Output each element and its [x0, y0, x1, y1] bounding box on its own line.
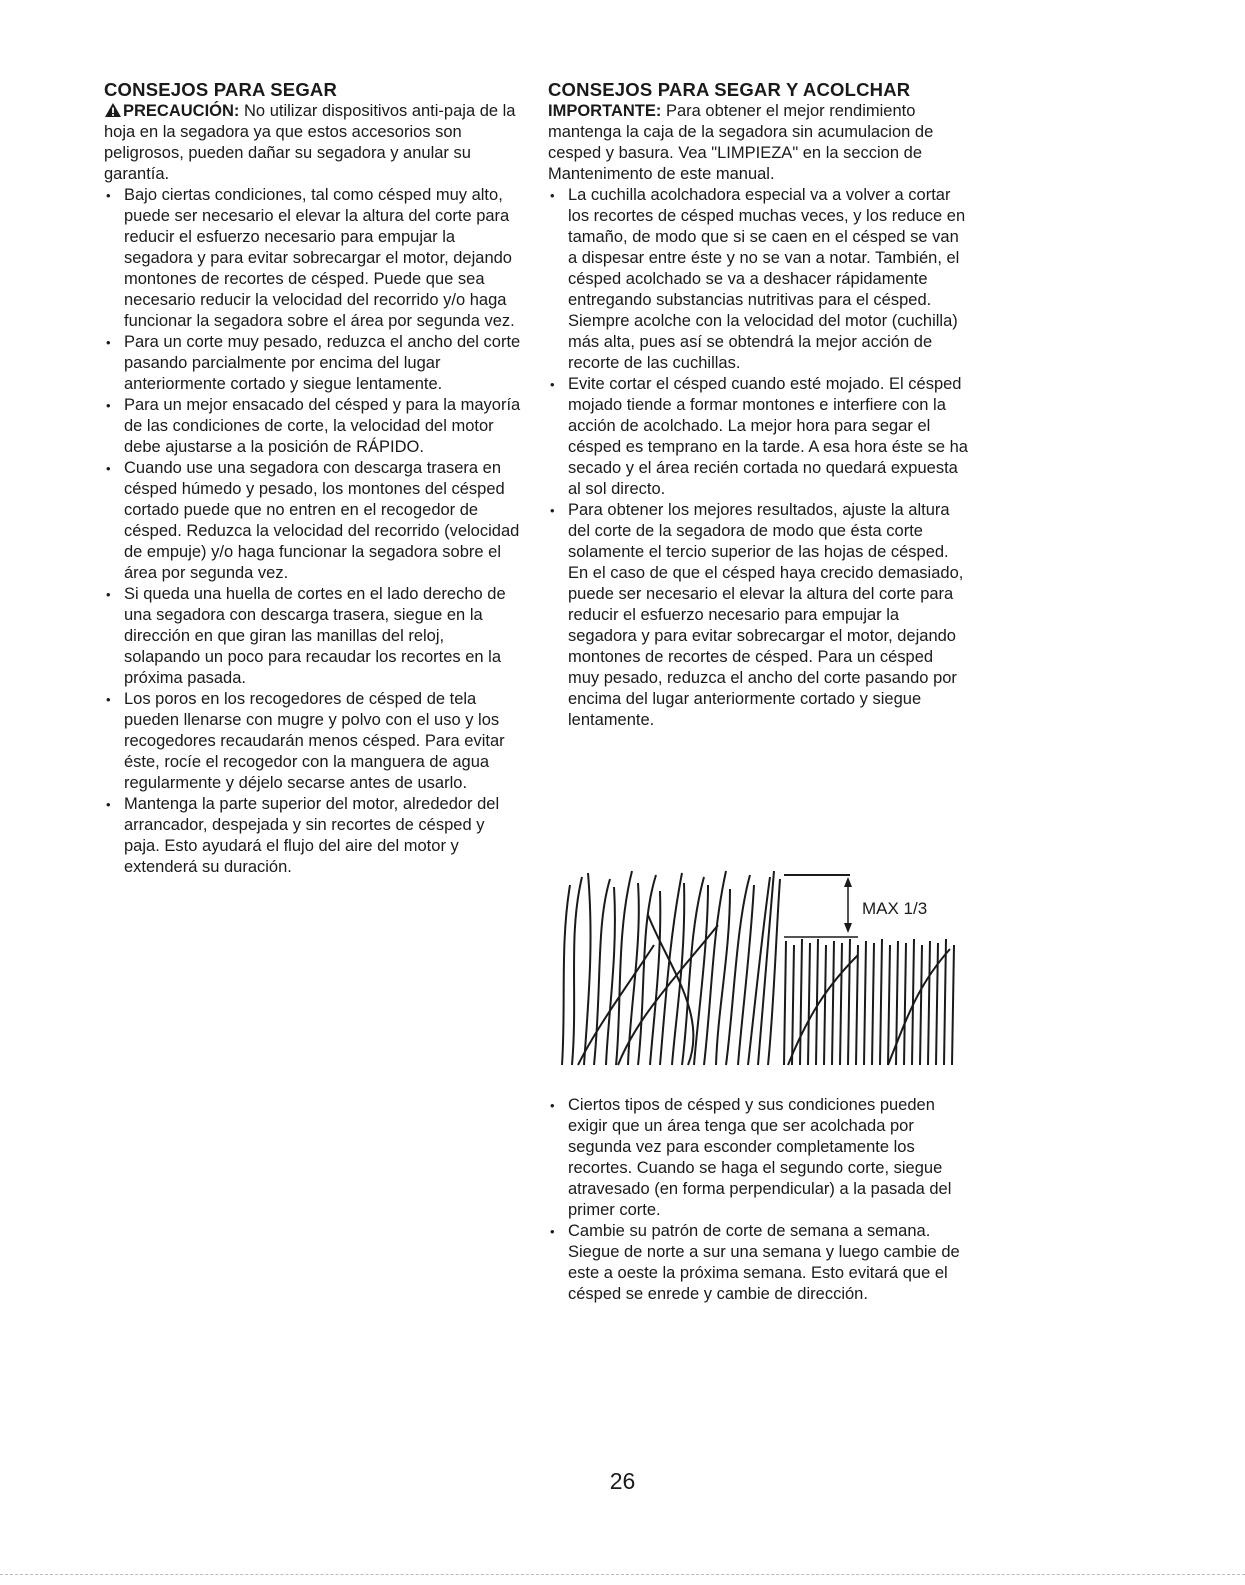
page-number: 26 — [609, 1468, 636, 1494]
caution-label: PRECAUCIÓN: — [123, 102, 240, 120]
list-item: • Cambie su patrón de corte de semana a semana. Siegue de norte a sur una semana y luego cambie de este a oeste la próxima semana. Esto evitará que el césped se enrede y cambie de dirección. — [548, 1221, 968, 1305]
mulching-tips-list-continued — [548, 1095, 968, 1305]
list-item: • Para un corte muy pesado, reduzca el ancho del corte pasando parcialmente por encima del lugar anteriormente cortado y siegue lentamente. — [104, 332, 524, 395]
caution-paragraph — [104, 101, 524, 185]
right-column-lower — [548, 1095, 968, 1305]
warning-triangle-icon — [104, 102, 122, 118]
list-item: • Los poros en los recogedores de césped de tela pueden llenarse con mugre y polvo con el uso y los recogedores recaudarán menos césped. Para evitar éste, rocíe el recogedor con la manguera de agua regularmente y déjelo secarse antes de usarlo. — [104, 689, 524, 794]
mulching-tips-list — [548, 185, 968, 731]
list-item: • La cuchilla acolchadora especial va a volver a cortar los recortes de césped muchas veces, y los reduce en tamaño, de modo que si se caen en el césped se van a dispesar entre éste y no se van a notar. También, el césped acolchado se va a deshacer rápidamente entregando substancias nutritivas para el césped. Siempre acolche con la velocidad del motor (cuchilla) más alta, pues así se obtendrá la mejor acción de recorte de las cuchillas. — [548, 185, 968, 374]
caution-text: No utilizar dispositivos anti-paja de la hoja en la segadora ya que estos accesorios son peligrosos, pueden dañar su segadora y anular su garantía. — [104, 102, 516, 183]
section-heading-mowing-tips: CONSEJOS PARA SEGAR — [104, 79, 338, 100]
list-item: • Si queda una huella de cortes en el lado derecho de una segadora con descarga trasera, siegue en la dirección en que giran las manillas del reloj, solapando un poco para recaudar los recortes en la próxima pasada. — [104, 584, 524, 689]
important-text: Para obtener el mejor rendimiento mantenga la caja de la segadora sin acumulacion de cesped y basura. Vea "LIMPIEZA" en la seccion de Mantenimento de este manual. — [548, 102, 934, 183]
list-item: • Ciertos tipos de césped y sus condiciones pueden exigir que un área tenga que ser acolchada por segunda vez para esconder completamente los recortes. Cuando se haga el segundo corte, siegue atravesado (en forma perpendicular) a la pasada del primer corte. — [548, 1095, 968, 1221]
section-heading-mowing-mulching-tips: CONSEJOS PARA SEGAR Y ACOLCHAR — [548, 79, 911, 100]
important-label: IMPORTANTE: — [548, 102, 662, 120]
left-column — [104, 78, 524, 878]
important-paragraph — [548, 101, 968, 185]
grass-height-illustration — [558, 865, 964, 1070]
grass-drawing — [558, 865, 964, 1070]
mowing-tips-list — [104, 185, 524, 878]
list-item: • Cuando use una segadora con descarga trasera en césped húmedo y pesado, los montones del césped cortado puede que no entren en el recogedor de césped. Reduzca la velocidad del recorrido (velocidad de empuje) y/o haga funcionar la segadora sobre el área por segunda vez. — [104, 458, 524, 584]
max-one-third-label: MAX 1/3 — [862, 899, 928, 918]
list-item: • Bajo ciertas condiciones, tal como césped muy alto, puede ser necesario el elevar la altura del corte para reducir el esfuerzo necesario para empujar la segadora y para evitar sobrecargar el motor, dejando montones de recortes de césped. Puede que sea necesario reducir la velocidad del recorrido y/o haga funcionar la segadora sobre el área por segunda vez. — [104, 185, 524, 332]
list-item: • Evite cortar el césped cuando esté mojado. El césped mojado tiende a formar montones e interfiere con la acción de acolchado. La mejor hora para segar el césped es temprano en la tarde. A esa hora éste se ha secado y el área recién cortada no quedará expuesta al sol directo. — [548, 374, 968, 500]
page-bottom-rule — [0, 1574, 1245, 1575]
list-item: • Mantenga la parte superior del motor, alrededor del arrancador, despejada y sin recortes de césped y paja. Esto ayudará el flujo del aire del motor y extenderá su duración. — [104, 794, 524, 878]
list-item: • Para un mejor ensacado del césped y para la mayoría de las condiciones de corte, la velocidad del motor debe ajustarse a la posición de RÁPIDO. — [104, 395, 524, 458]
right-column — [548, 78, 968, 731]
list-item: • Para obtener los mejores resultados, ajuste la altura del corte de la segadora de modo que ésta corte solamente el tercio superior de las hojas de césped. En el caso de que el césped haya crecido demasiado, puede ser necesario el elevar la altura del corte para reducir el esfuerzo necesario para empujar la segadora y para evitar sobrecargar el motor, dejando montones de recortes de césped. Para un césped muy pesado, reduzca el ancho del corte pasando por encima del lugar anteriormente cortado y siegue lentamente. — [548, 500, 968, 731]
